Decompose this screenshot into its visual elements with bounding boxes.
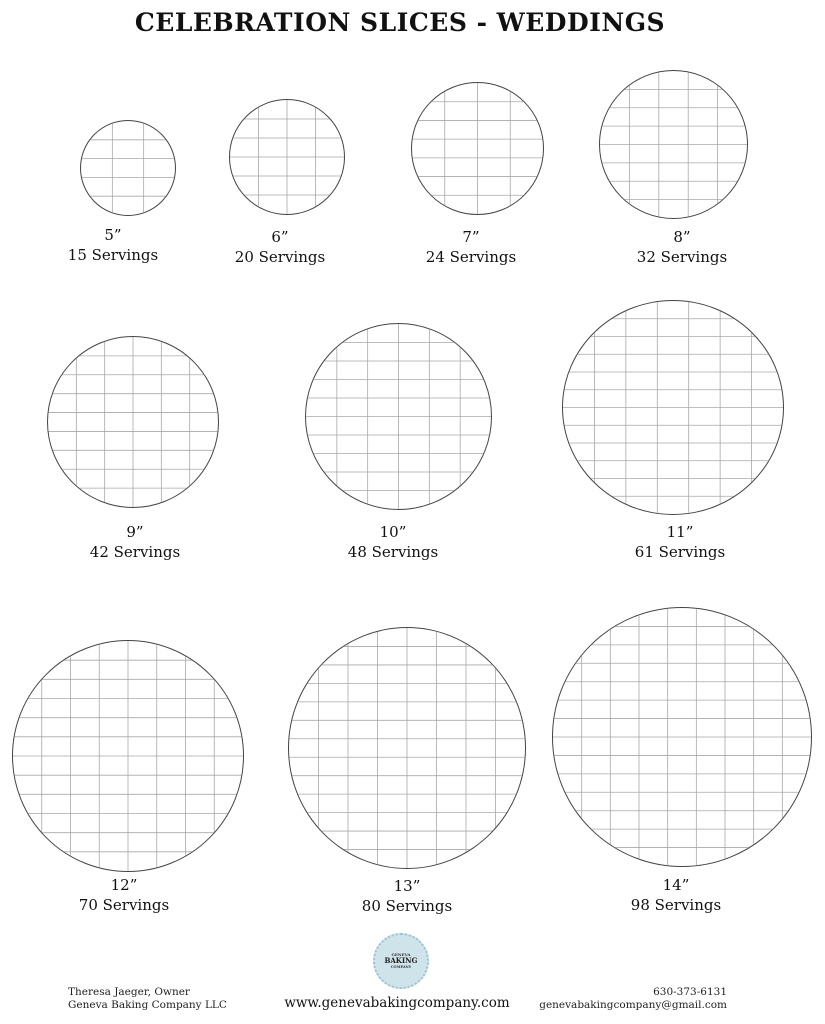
cake-size: 10” — [379, 523, 407, 541]
cake-size: 8” — [673, 228, 691, 246]
slice-grid — [13, 641, 243, 871]
logo-text-bottom: COMPANY — [390, 965, 412, 969]
email-address[interactable]: genevabakingcompany@gmail.com — [539, 999, 727, 1011]
cake-size: 13” — [393, 877, 421, 895]
cake-diagram-8in — [599, 70, 748, 219]
cake-label-14in — [596, 875, 756, 915]
footer-contact-right — [539, 986, 727, 1012]
cake-diagram-13in — [288, 627, 526, 869]
cake-servings: 98 Servings — [630, 896, 722, 914]
cake-size: 6” — [271, 228, 289, 246]
owner-name: Theresa Jaeger, Owner — [68, 986, 190, 998]
cake-label-9in — [55, 522, 215, 562]
cake-servings: 80 Servings — [361, 897, 453, 915]
cake-servings: 61 Servings — [634, 543, 726, 561]
cake-size: 7” — [462, 228, 480, 246]
cake-diagram-6in — [229, 99, 345, 215]
cake-label-10in — [313, 522, 473, 562]
cake-size: 5” — [104, 226, 122, 244]
cake-diagram-10in — [305, 323, 492, 510]
cake-servings: 15 Servings — [67, 246, 159, 264]
cake-label-8in — [602, 227, 762, 267]
cake-servings: 20 Servings — [234, 248, 326, 266]
slice-grid — [563, 301, 783, 514]
cake-size: 12” — [110, 876, 138, 894]
footer-contact-left — [68, 986, 227, 1012]
slice-grid — [306, 324, 491, 509]
cake-label-7in — [391, 227, 551, 267]
cake-servings: 42 Servings — [89, 543, 181, 561]
cake-label-13in — [327, 876, 487, 916]
cake-size: 9” — [126, 523, 144, 541]
logo-text-top: GENEVA — [391, 952, 411, 957]
page-title: CELEBRATION SLICES - WEDDINGS — [134, 8, 666, 37]
logo-text-main: BAKING — [384, 956, 418, 965]
cake-servings: 48 Servings — [347, 543, 439, 561]
slice-grid — [48, 337, 218, 507]
cake-label-12in — [44, 875, 204, 915]
cake-diagram-7in — [411, 82, 544, 215]
phone-number: 630-373-6131 — [653, 986, 727, 998]
cake-diagram-11in — [562, 300, 784, 515]
slice-grid — [553, 608, 811, 866]
cake-diagram-14in — [552, 607, 812, 867]
cake-label-5in — [33, 225, 193, 265]
company-name: Geneva Baking Company LLC — [68, 999, 227, 1011]
cake-diagram-12in — [12, 640, 244, 872]
cake-size: 14” — [662, 876, 690, 894]
website-link[interactable]: www.genevabakingcompany.com — [284, 995, 510, 1011]
slice-grid — [81, 121, 175, 215]
slice-grid — [289, 628, 525, 868]
slice-grid — [230, 100, 344, 214]
cake-label-6in — [200, 227, 360, 267]
slice-grid — [412, 83, 543, 214]
cake-servings: 24 Servings — [425, 248, 517, 266]
cake-diagram-5in — [80, 120, 176, 216]
cake-servings: 70 Servings — [78, 896, 170, 914]
slice-grid — [600, 71, 747, 218]
cake-label-11in — [600, 522, 760, 562]
cake-size: 11” — [666, 523, 694, 541]
cake-servings: 32 Servings — [636, 248, 728, 266]
cake-diagram-9in — [47, 336, 219, 508]
company-logo — [373, 933, 429, 989]
